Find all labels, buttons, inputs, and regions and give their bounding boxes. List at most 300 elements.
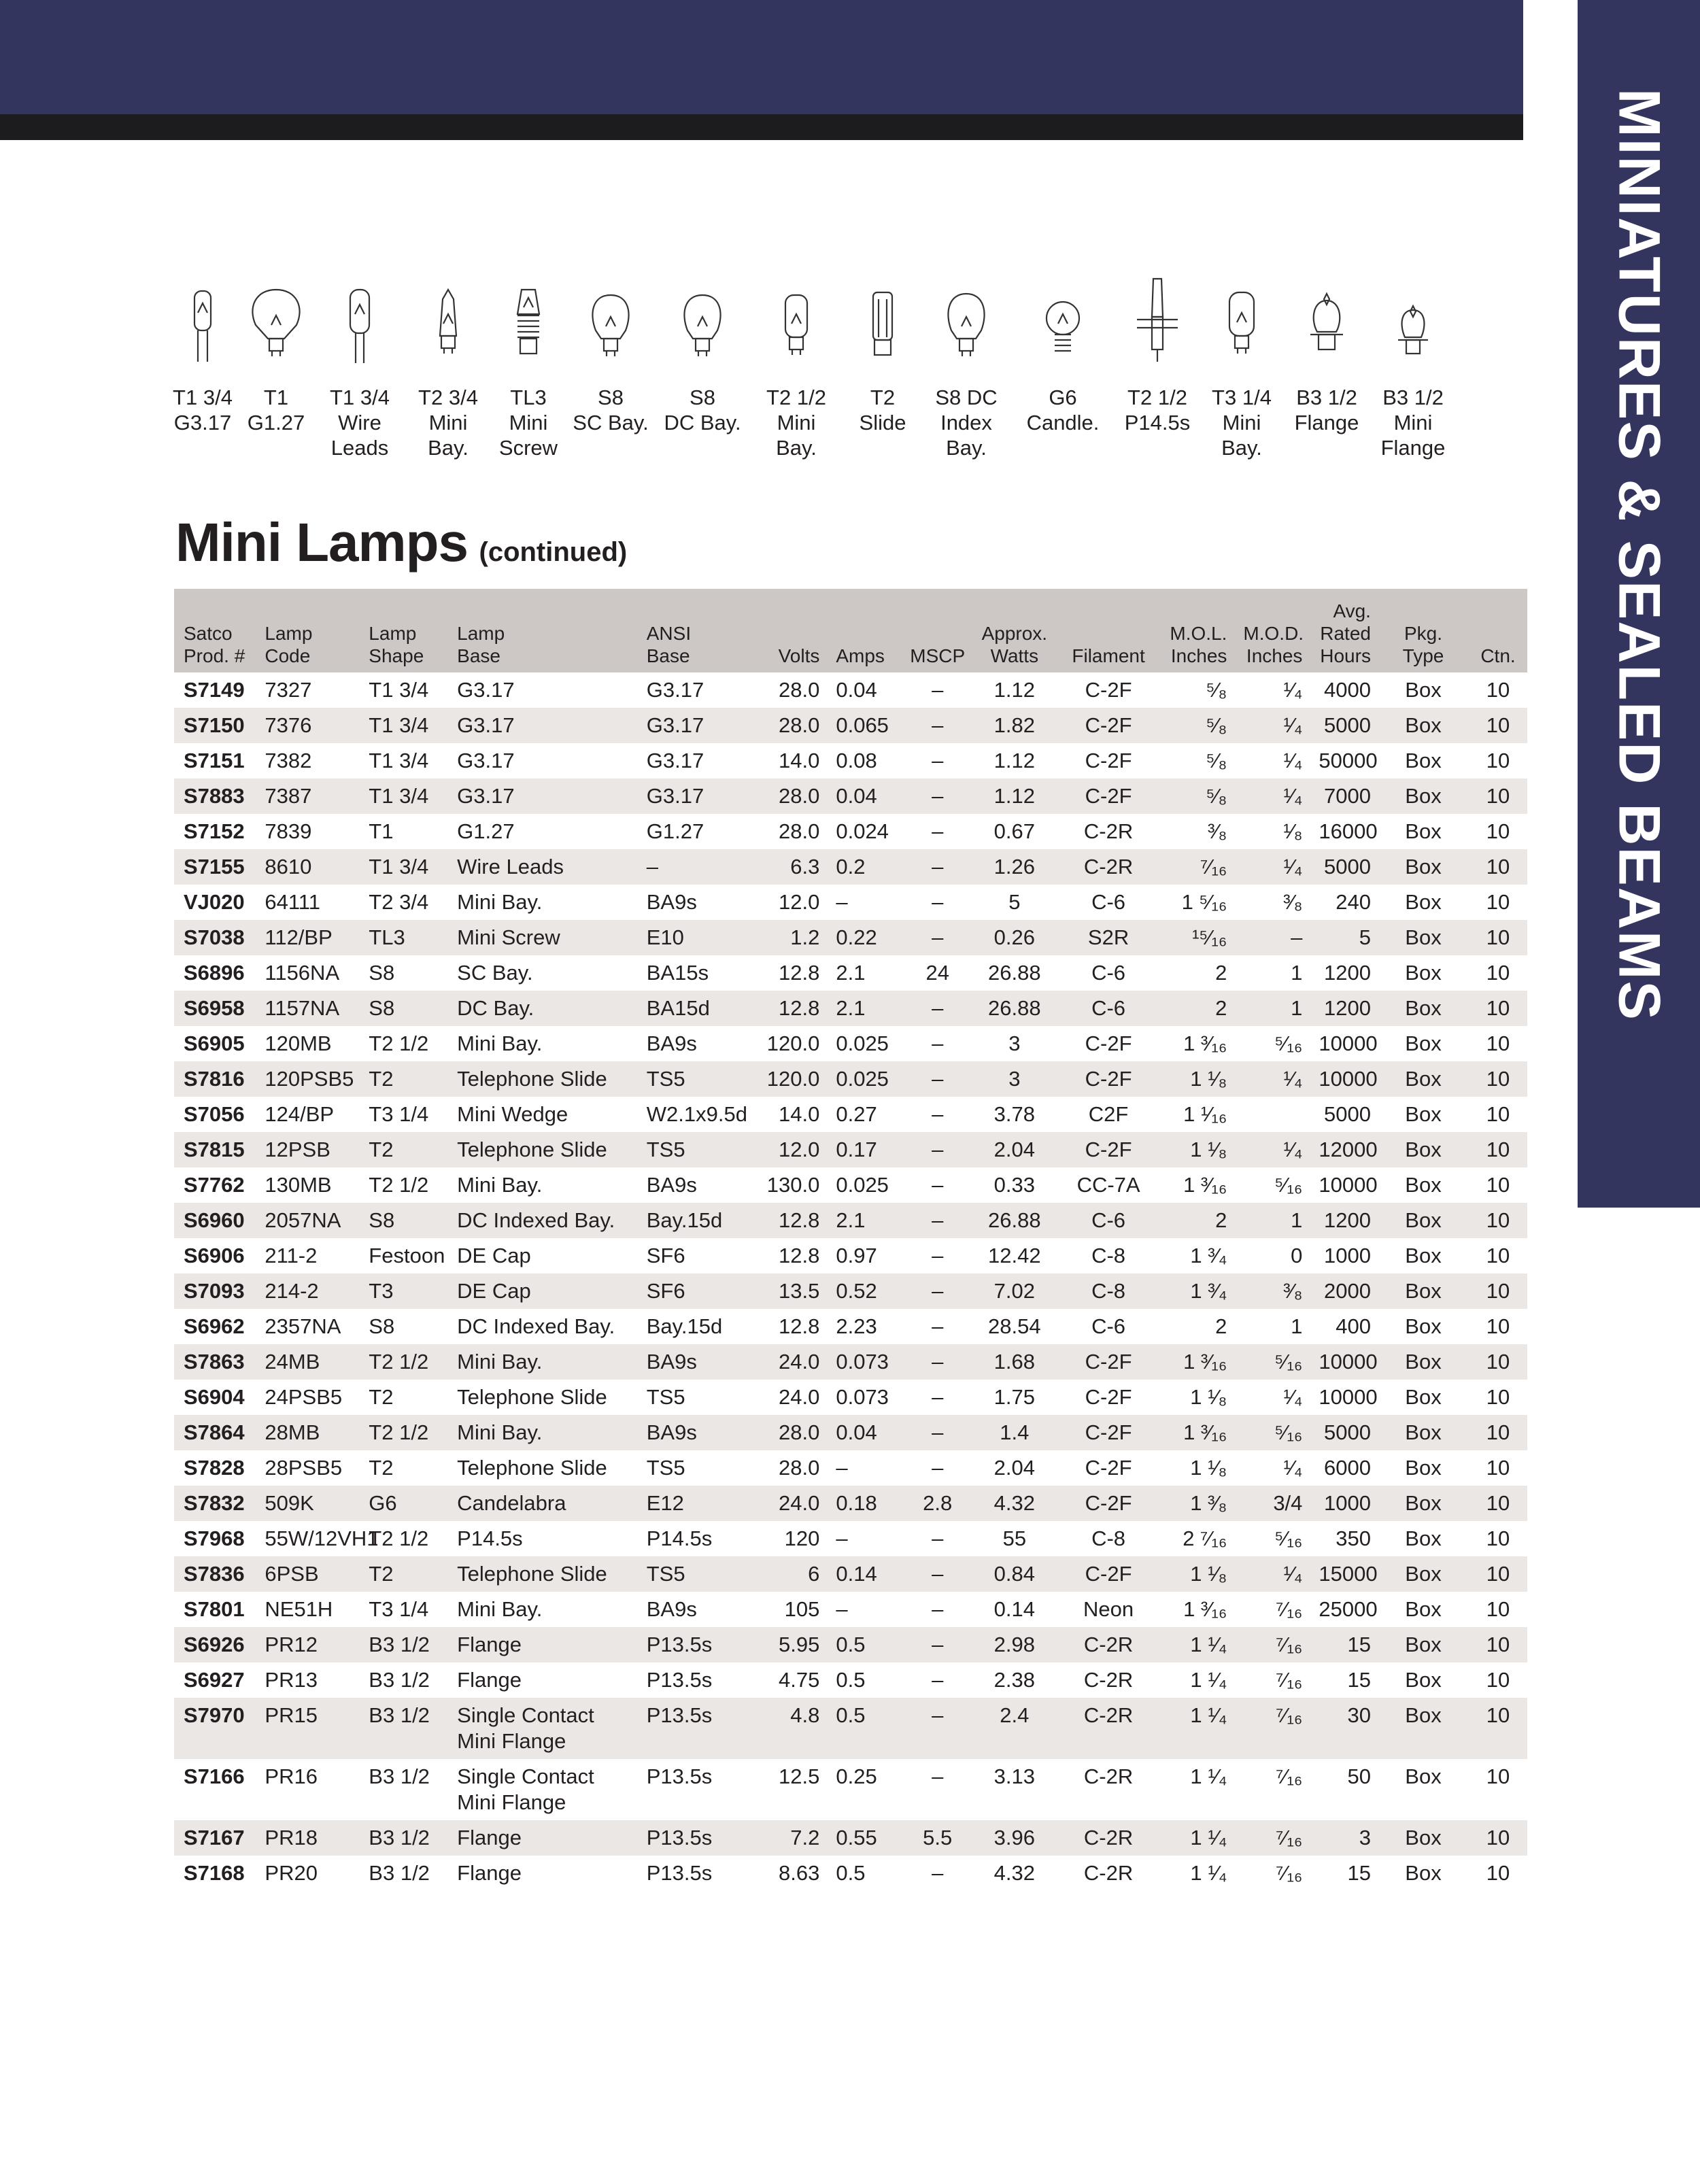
cell-volts: 24.0 xyxy=(755,1344,827,1380)
cell-lamp-code: 7839 xyxy=(265,819,312,843)
table-row xyxy=(174,1203,1527,1238)
cell-mscp: – xyxy=(903,1556,972,1592)
cell-volts: 28.0 xyxy=(755,708,827,743)
bulb-type xyxy=(312,272,407,460)
table-row xyxy=(174,708,1527,743)
cell-amps: 0.073 xyxy=(836,1385,889,1409)
section-side-tab-label: MINIATURES & SEALED BEAMS xyxy=(1606,88,1672,1021)
cell-rated-hours: 15 xyxy=(1347,1861,1371,1885)
cell-lamp-base: Telephone Slide xyxy=(457,1456,607,1480)
g6-candle-bulb-icon xyxy=(1036,272,1090,381)
cell-lamp-base: DE Cap xyxy=(447,1274,637,1309)
cell-watts: 1.26 xyxy=(972,849,1057,885)
cell-prod-number: S6896 xyxy=(184,961,245,985)
cell-lamp-code: 24MB xyxy=(255,1344,359,1380)
cell-amps: 0.5 xyxy=(836,1668,866,1692)
cell-watts: 1.68 xyxy=(972,1344,1057,1380)
cell-mol-inches: 2 xyxy=(1215,961,1227,985)
column-header-line: Lamp xyxy=(369,623,417,644)
cell-mod-inches: ¹⁄₄ xyxy=(1234,1132,1309,1167)
column-header-lamp-base xyxy=(447,589,637,672)
cell-rated-hours: 15000 xyxy=(1309,1556,1378,1592)
table-row xyxy=(174,1380,1527,1415)
cell-lamp-code: 55W/12VH1 xyxy=(265,1526,379,1550)
cell-filament: C-8 xyxy=(1091,1526,1126,1550)
cell-prod-number: S7093 xyxy=(174,1274,255,1309)
cell-amps: 0.5 xyxy=(826,1698,903,1759)
cell-rated-hours: 5000 xyxy=(1309,849,1378,885)
cell-rated-hours: 5 xyxy=(1309,920,1378,955)
cell-lamp-code: 1157NA xyxy=(255,991,359,1026)
cell-mol-inches: 1 ¹⁄₈ xyxy=(1190,1456,1227,1480)
cell-watts: 0.67 xyxy=(993,819,1035,843)
cell-volts: 28.0 xyxy=(779,678,820,702)
cell-mod-inches: ¹⁄₈ xyxy=(1283,819,1303,843)
cell-watts: 26.88 xyxy=(972,1203,1057,1238)
cell-volts: 12.8 xyxy=(779,1314,820,1338)
cell-ansi-base: BA15s xyxy=(646,961,709,985)
cell-rated-hours: 2000 xyxy=(1309,1274,1378,1309)
cell-lamp-code: 130MB xyxy=(265,1173,332,1197)
cell-filament: C-6 xyxy=(1091,961,1126,985)
bulb-type-label xyxy=(228,385,324,435)
mini-lamps-table xyxy=(174,589,1527,1891)
cell-amps: 0.04 xyxy=(826,779,903,814)
cell-lamp-code: 6PSB xyxy=(255,1556,359,1592)
cell-mscp: – xyxy=(932,1314,944,1338)
column-header-line: Satco xyxy=(184,623,233,644)
cell-watts: 2.04 xyxy=(993,1456,1035,1480)
cell-mscp: – xyxy=(903,708,972,743)
cell-ansi-base: TS5 xyxy=(637,1061,755,1097)
bulb-type-label-line: Bay. xyxy=(946,436,987,460)
cell-mscp: 5.5 xyxy=(903,1820,972,1856)
cell-volts: 14.0 xyxy=(779,749,820,772)
cell-filament: C-2F xyxy=(1085,678,1132,702)
cell-lamp-shape: S8 xyxy=(359,991,447,1026)
cell-lamp-code: PR20 xyxy=(265,1861,318,1885)
cell-rated-hours: 10000 xyxy=(1319,1031,1378,1055)
table-row xyxy=(174,1238,1527,1274)
cell-ansi-base: BA15d xyxy=(637,991,755,1026)
cell-amps: – xyxy=(836,1456,848,1480)
cell-volts: 120 xyxy=(784,1526,820,1550)
column-header-filament xyxy=(1057,589,1160,672)
cell-rated-hours: 240 xyxy=(1336,890,1371,914)
table-row xyxy=(174,1698,1527,1759)
cell-carton: 10 xyxy=(1486,1456,1510,1480)
cell-watts: 2.4 xyxy=(972,1698,1057,1759)
cell-mod-inches: ³⁄₈ xyxy=(1283,890,1303,914)
cell-rated-hours: 50 xyxy=(1347,1764,1371,1788)
cell-lamp-base: Candelabra xyxy=(447,1486,637,1521)
bulb-type-label-line: T3 1/4 xyxy=(1212,386,1272,409)
column-header-line: Rated xyxy=(1320,623,1371,644)
cell-carton: 10 xyxy=(1486,1244,1510,1267)
cell-volts: 28.0 xyxy=(755,1415,827,1450)
cell-ansi-base: P13.5s xyxy=(646,1861,713,1885)
cell-watts: 0.26 xyxy=(972,920,1057,955)
cell-pkg-type: Box xyxy=(1378,1415,1469,1450)
cell-rated-hours: 15 xyxy=(1347,1668,1371,1692)
cell-mol-inches: 1 ¹⁄₄ xyxy=(1159,1820,1234,1856)
column-header-line: Hours xyxy=(1320,645,1371,666)
cell-prod-number: S7816 xyxy=(174,1061,255,1097)
cell-carton: 10 xyxy=(1486,1526,1510,1550)
cell-mol-inches: 1 ¹⁄₄ xyxy=(1159,1698,1234,1759)
table-row xyxy=(174,991,1527,1026)
cell-mol-inches: 2 ⁷⁄₁₆ xyxy=(1183,1526,1227,1550)
cell-carton: 10 xyxy=(1469,1415,1527,1450)
cell-amps: 0.025 xyxy=(836,1173,889,1197)
cell-mscp: – xyxy=(903,1203,972,1238)
cell-watts: 4.32 xyxy=(972,1486,1057,1521)
cell-rated-hours: 5000 xyxy=(1309,1415,1378,1450)
cell-watts: 0.33 xyxy=(993,1173,1035,1197)
cell-prod-number: S6958 xyxy=(174,991,255,1026)
cell-mol-inches: 2 xyxy=(1215,1314,1227,1338)
cell-prod-number: S7151 xyxy=(184,749,245,772)
cell-prod-number: S6962 xyxy=(184,1314,245,1338)
bulb-type-label xyxy=(1015,385,1110,435)
cell-carton: 10 xyxy=(1486,890,1510,914)
cell-pkg-type: Box xyxy=(1378,1061,1469,1097)
cell-pkg-type: Box xyxy=(1378,708,1469,743)
cell-lamp-shape: T2 xyxy=(369,1385,394,1409)
table-row xyxy=(174,1521,1527,1556)
bulb-type-label xyxy=(919,385,1014,460)
cell-amps: 0.04 xyxy=(836,678,877,702)
cell-amps: 2.23 xyxy=(836,1314,877,1338)
bulb-type xyxy=(1365,272,1461,460)
cell-lamp-base: Wire Leads xyxy=(447,849,637,885)
cell-lamp-base: SC Bay. xyxy=(457,961,533,985)
column-header-line: Avg. xyxy=(1333,600,1371,621)
cell-filament: C-2R xyxy=(1057,849,1160,885)
cell-mscp: – xyxy=(932,1102,944,1126)
bulb-type-label-line: Mini xyxy=(509,411,548,434)
cell-lamp-code: 24PSB5 xyxy=(265,1385,343,1409)
table-row xyxy=(174,1627,1527,1662)
cell-lamp-code: 214-2 xyxy=(255,1274,359,1309)
cell-lamp-code: PR13 xyxy=(265,1668,318,1692)
cell-lamp-shape: B3 1/2 xyxy=(359,1820,447,1856)
column-header-line: Approx. xyxy=(981,623,1048,644)
t3-1-4-mini-bay-bulb-icon xyxy=(1214,272,1269,381)
cell-amps: 0.024 xyxy=(836,819,889,843)
cell-pkg-type: Box xyxy=(1378,1627,1469,1662)
cell-mod-inches: ⁷⁄₁₆ xyxy=(1234,1698,1309,1759)
cell-filament: C2F xyxy=(1088,1102,1129,1126)
cell-lamp-shape: T2 xyxy=(359,1061,447,1097)
cell-volts: 28.0 xyxy=(755,779,827,814)
cell-amps: 0.22 xyxy=(826,920,903,955)
table-row xyxy=(174,1026,1527,1061)
cell-watts: 1.12 xyxy=(993,749,1035,772)
cell-mod-inches: ¹⁄₄ xyxy=(1234,1556,1309,1592)
t1-g1-27-bulb-icon xyxy=(249,272,303,381)
cell-carton: 10 xyxy=(1486,1102,1510,1126)
cell-rated-hours: 10000 xyxy=(1319,1173,1378,1197)
cell-lamp-code: 12PSB xyxy=(255,1132,359,1167)
column-header-line: Pkg. xyxy=(1404,623,1443,644)
t2-3-4-mini-bay-bulb-icon xyxy=(421,272,475,381)
header-rule xyxy=(0,114,1523,140)
bulb-type xyxy=(1194,272,1289,460)
cell-volts: 24.0 xyxy=(779,1385,820,1409)
bulb-type-label-line: Candle. xyxy=(1026,411,1100,434)
cell-lamp-code: 112/BP xyxy=(255,920,359,955)
table-row xyxy=(174,1856,1527,1891)
bulb-type-label-line: P14.5s xyxy=(1124,411,1191,434)
cell-filament: C-2F xyxy=(1085,749,1132,772)
cell-mol-inches: 2 xyxy=(1159,991,1234,1026)
cell-lamp-base: Mini Bay. xyxy=(447,1344,637,1380)
cell-volts: 120.0 xyxy=(766,1031,820,1055)
cell-mol-inches: 1 ¹⁄₈ xyxy=(1159,1061,1234,1097)
cell-mol-inches: 1 ¹⁄₄ xyxy=(1159,1627,1234,1662)
cell-filament: C-2F xyxy=(1057,1132,1160,1167)
cell-mol-inches: 1 ¹⁄₈ xyxy=(1190,1385,1227,1409)
cell-prod-number: S7815 xyxy=(174,1132,255,1167)
cell-lamp-base: Flange xyxy=(457,1668,522,1692)
column-header-rated-hours xyxy=(1309,589,1378,672)
cell-mscp: – xyxy=(903,849,972,885)
column-header-mod-inches xyxy=(1234,589,1309,672)
page-subtitle: (continued) xyxy=(479,537,628,567)
bulb-type-legend xyxy=(169,272,1501,469)
section-heading xyxy=(175,511,627,574)
cell-lamp-code: 2357NA xyxy=(265,1314,341,1338)
cell-filament: C-2R xyxy=(1057,1698,1160,1759)
cell-prod-number: S7150 xyxy=(174,708,255,743)
cell-carton: 10 xyxy=(1469,1627,1527,1662)
cell-rated-hours: 10000 xyxy=(1309,1061,1378,1097)
bulb-type xyxy=(1110,272,1205,435)
bulb-type-label xyxy=(1110,385,1205,435)
cell-lamp-base: Mini Bay. xyxy=(447,1415,637,1450)
cell-volts: 105 xyxy=(784,1597,820,1621)
cell-lamp-code: 2057NA xyxy=(255,1203,359,1238)
cell-mscp: – xyxy=(903,779,972,814)
cell-lamp-code: PR15 xyxy=(255,1698,359,1759)
cell-pkg-type: Box xyxy=(1378,779,1469,814)
bulb-type-label xyxy=(1279,385,1374,435)
cell-carton: 10 xyxy=(1486,1314,1510,1338)
cell-watts: 2.38 xyxy=(993,1668,1035,1692)
cell-filament: C-2F xyxy=(1057,1344,1160,1380)
table-body xyxy=(174,672,1527,1891)
cell-lamp-code: 7376 xyxy=(255,708,359,743)
cell-volts: 130.0 xyxy=(766,1173,820,1197)
cell-volts: 12.8 xyxy=(779,961,820,985)
cell-lamp-base: Flange xyxy=(457,1861,522,1885)
cell-prod-number: S7155 xyxy=(174,849,255,885)
cell-amps: 0.025 xyxy=(836,1031,889,1055)
bulb-type-label xyxy=(312,385,407,460)
cell-filament: CC-7A xyxy=(1076,1173,1140,1197)
column-header-pkg-type xyxy=(1378,589,1469,672)
cell-lamp-base: Single Contact Mini Flange xyxy=(457,1764,594,1814)
cell-mod-inches: ⁵⁄₁₆ xyxy=(1234,1415,1309,1450)
cell-lamp-shape: T1 3/4 xyxy=(369,749,429,772)
cell-filament: C-2F xyxy=(1057,708,1160,743)
cell-ansi-base: Bay.15d xyxy=(637,1203,755,1238)
cell-carton: 10 xyxy=(1469,1344,1527,1380)
cell-mod-inches: ⁵⁄₁₆ xyxy=(1234,1344,1309,1380)
cell-prod-number: S7828 xyxy=(184,1456,245,1480)
cell-mol-inches: ⁵⁄₈ xyxy=(1206,749,1227,772)
cell-pkg-type: Box xyxy=(1405,1456,1442,1480)
cell-pkg-type: Box xyxy=(1378,1486,1469,1521)
cell-ansi-base: P13.5s xyxy=(637,1698,755,1759)
table-row xyxy=(174,779,1527,814)
cell-amps: 0.5 xyxy=(826,1627,903,1662)
bulb-type xyxy=(563,272,658,435)
cell-lamp-base: Flange xyxy=(447,1820,637,1856)
bulb-type-label xyxy=(655,385,750,435)
cell-lamp-shape: T2 1/2 xyxy=(369,1173,429,1197)
cell-lamp-base: G3.17 xyxy=(447,708,637,743)
column-header-line: Shape xyxy=(369,645,424,666)
table-row xyxy=(174,1486,1527,1521)
t1-3-4-wire-leads-bulb-icon xyxy=(333,272,387,381)
bulb-type xyxy=(749,272,844,460)
column-header-line: Type xyxy=(1402,645,1444,666)
bulb-type-label xyxy=(563,385,658,435)
cell-lamp-base: Telephone Slide xyxy=(447,1556,637,1592)
cell-rated-hours: 25000 xyxy=(1319,1597,1378,1621)
cell-volts: 12.8 xyxy=(755,991,827,1026)
cell-mod-inches: ¹⁄₄ xyxy=(1283,749,1303,772)
cell-mol-inches: ³⁄₈ xyxy=(1208,819,1227,843)
cell-carton: 10 xyxy=(1486,1668,1510,1692)
cell-mscp: – xyxy=(932,1456,944,1480)
cell-pkg-type: Box xyxy=(1378,1203,1469,1238)
bulb-type-label-line: T1 xyxy=(263,386,289,409)
column-header-prod-number xyxy=(174,589,255,672)
bulb-type-label-line: Slide xyxy=(859,411,906,434)
cell-pkg-type: Box xyxy=(1405,1314,1442,1338)
cell-carton: 10 xyxy=(1469,849,1527,885)
cell-carton: 10 xyxy=(1469,920,1527,955)
b3-1-2-mini-flange-bulb-icon xyxy=(1386,272,1440,381)
bulb-type-label-line: S8 xyxy=(598,386,624,409)
column-header-line: Ctn. xyxy=(1480,645,1516,666)
cell-lamp-code: 7382 xyxy=(265,749,312,772)
cell-mscp: – xyxy=(932,749,944,772)
cell-watts: 3.78 xyxy=(993,1102,1035,1126)
column-header-line: Lamp xyxy=(457,623,505,644)
cell-ansi-base: G3.17 xyxy=(646,749,704,772)
cell-mscp: – xyxy=(932,1031,944,1055)
bulb-type xyxy=(481,272,576,460)
cell-carton: 10 xyxy=(1469,1203,1527,1238)
column-header-line: Base xyxy=(646,645,690,666)
cell-ansi-base: BA9s xyxy=(646,1597,697,1621)
bulb-type-label xyxy=(749,385,844,460)
column-header-line: Base xyxy=(457,645,500,666)
bulb-type-label-line: G1.27 xyxy=(247,411,305,434)
cell-prod-number: S7762 xyxy=(184,1173,245,1197)
cell-carton: 10 xyxy=(1486,678,1510,702)
cell-prod-number: S7863 xyxy=(174,1344,255,1380)
bulb-type-label-line: Bay. xyxy=(428,436,469,460)
cell-lamp-code: NE51H xyxy=(265,1597,333,1621)
cell-rated-hours: 3 xyxy=(1309,1820,1378,1856)
cell-mod-inches: 0 xyxy=(1291,1244,1303,1267)
cell-watts: 1.4 xyxy=(972,1415,1057,1450)
cell-mscp: – xyxy=(903,991,972,1026)
cell-mscp: – xyxy=(903,1415,972,1450)
cell-lamp-base: G3.17 xyxy=(447,779,637,814)
cell-lamp-base: G3.17 xyxy=(457,749,515,772)
cell-volts: 6.3 xyxy=(755,849,827,885)
table-row xyxy=(174,1556,1527,1592)
cell-lamp-shape: T1 3/4 xyxy=(359,849,447,885)
cell-mod-inches: ⁵⁄₁₆ xyxy=(1274,1031,1303,1055)
cell-mscp: – xyxy=(903,1132,972,1167)
cell-filament: C-2R xyxy=(1057,1820,1160,1856)
bulb-type-label-line: S8 DC xyxy=(935,386,998,409)
cell-mscp: – xyxy=(932,1861,944,1885)
cell-rated-hours: 15 xyxy=(1309,1627,1378,1662)
cell-carton: 10 xyxy=(1486,1764,1510,1788)
cell-pkg-type: Box xyxy=(1405,749,1442,772)
cell-pkg-type: Box xyxy=(1405,1244,1442,1267)
table-header-row xyxy=(174,589,1527,672)
cell-prod-number: S7056 xyxy=(184,1102,245,1126)
cell-watts: 3.13 xyxy=(993,1764,1035,1788)
cell-carton: 10 xyxy=(1469,1132,1527,1167)
cell-mod-inches: 3/4 xyxy=(1234,1486,1309,1521)
cell-pkg-type: Box xyxy=(1378,991,1469,1026)
cell-filament: S2R xyxy=(1057,920,1160,955)
cell-filament: C-2F xyxy=(1085,1031,1132,1055)
cell-filament: C-6 xyxy=(1057,1203,1160,1238)
cell-lamp-shape: T3 xyxy=(359,1274,447,1309)
table-row xyxy=(174,1274,1527,1309)
s8-sc-bay-bulb-icon xyxy=(583,272,638,381)
cell-filament: C-2R xyxy=(1083,1764,1134,1788)
cell-filament: C-2R xyxy=(1083,1861,1134,1885)
cell-mol-inches: 1 ³⁄₁₆ xyxy=(1159,1344,1234,1380)
cell-lamp-code: 211-2 xyxy=(265,1244,318,1267)
bulb-type-label-line: TL3 xyxy=(510,386,547,409)
column-header-mscp xyxy=(903,589,972,672)
cell-ansi-base: Bay.15d xyxy=(646,1314,723,1338)
cell-watts: 3.96 xyxy=(972,1820,1057,1856)
cell-prod-number: S7968 xyxy=(184,1526,245,1550)
cell-lamp-code: PR16 xyxy=(265,1764,318,1788)
table-row xyxy=(174,849,1527,885)
column-header-mol-inches xyxy=(1159,589,1234,672)
cell-amps: – xyxy=(836,1597,848,1621)
cell-rated-hours: 16000 xyxy=(1319,819,1378,843)
cell-amps: – xyxy=(836,890,848,914)
cell-filament: C-2F xyxy=(1057,1415,1160,1450)
bulb-type-label-line: T2 1/2 xyxy=(766,386,826,409)
cell-volts: 7.2 xyxy=(755,1820,827,1856)
cell-amps: 0.065 xyxy=(826,708,903,743)
t2-slide-bulb-icon xyxy=(855,272,910,381)
table-row xyxy=(174,1415,1527,1450)
cell-filament: C-2R xyxy=(1057,1627,1160,1662)
cell-mscp: – xyxy=(932,678,944,702)
cell-carton: 10 xyxy=(1469,1274,1527,1309)
bulb-type-label-line: Index xyxy=(940,411,992,434)
cell-ansi-base: BA9s xyxy=(646,890,697,914)
